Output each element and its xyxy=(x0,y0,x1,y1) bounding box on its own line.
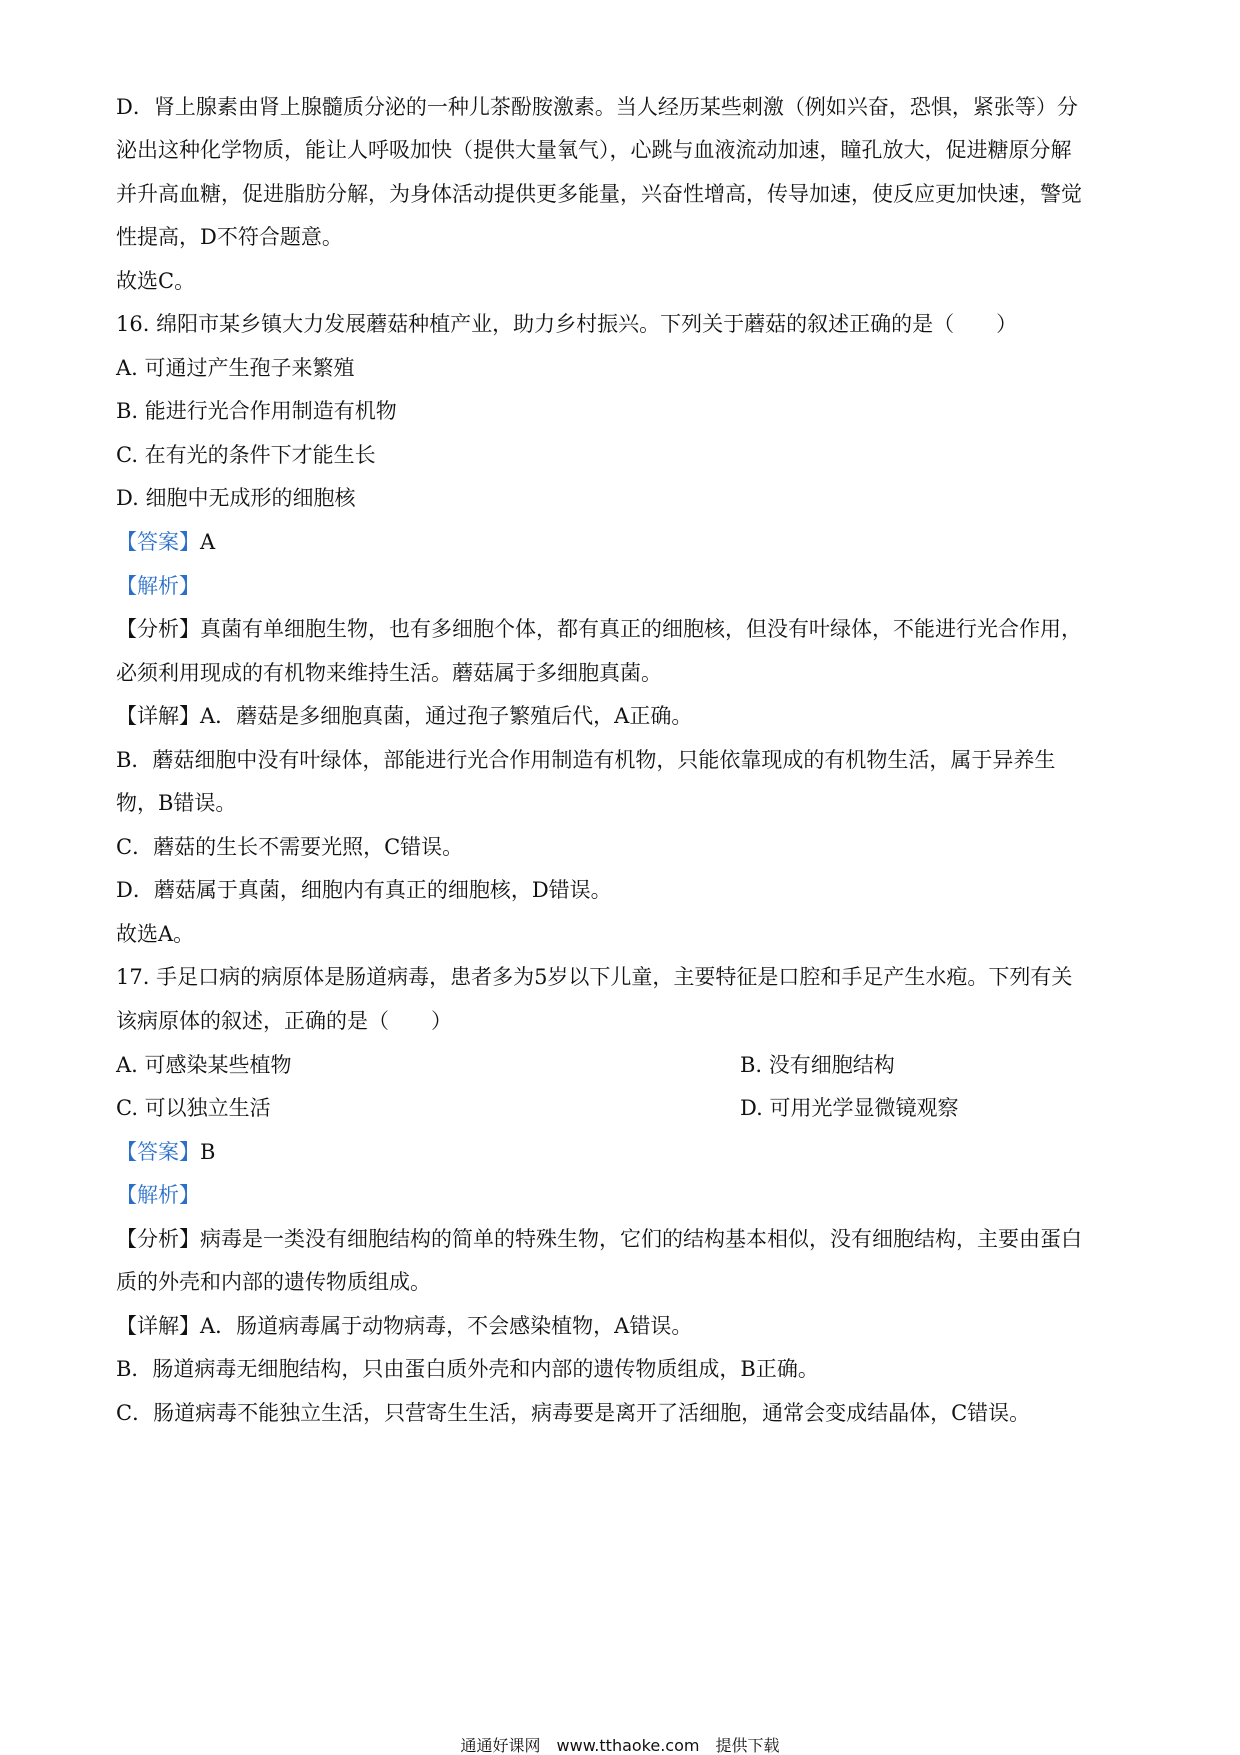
q16-answer xyxy=(116,527,1124,557)
q17-detail-line-1 xyxy=(116,1311,1124,1341)
xiangjie-tag: 【详解】 xyxy=(116,1314,200,1338)
page-footer: 通通好课网 www.tthaoke.com 提供下载 xyxy=(460,1736,780,1755)
fenxi-text: 真菌有单细胞生物，也有多细胞个体，都有真正的细胞核，但没有叶绿体，不能进行光合作用， xyxy=(200,617,1082,641)
q15-explanation-line-3: 并升高血糖，促进脂肪分解，为身体活动提供更多能量，兴奋性增高，传导加速，使反应更加快速，警觉 xyxy=(116,182,1082,206)
q17-detail-line-2: B．肠道病毒无细胞结构，只由蛋白质外壳和内部的遗传物质组成，B正确。 xyxy=(116,1357,819,1381)
fenxi-tag: 【分析】 xyxy=(116,617,200,641)
q17-option-d: D. 可用光学显微镜观察 xyxy=(740,1096,959,1120)
q17-detail-line-3: C．肠道病毒不能独立生活，只营寄生生活，病毒要是离开了活细胞，通常会变成结晶体，C错误。 xyxy=(116,1401,1031,1425)
q16-detail-line-1 xyxy=(116,701,1124,731)
q16-conclusion: 故选A。 xyxy=(116,922,195,946)
q16-option-c: C. 在有光的条件下才能生长 xyxy=(116,443,376,467)
analysis-tag: 【解析】 xyxy=(116,574,200,598)
answer-tag: 【答案】 xyxy=(116,530,200,554)
answer-value: A xyxy=(200,530,216,554)
q16-option-d: D. 细胞中无成形的细胞核 xyxy=(116,486,356,510)
q17-stem-line-2: 该病原体的叙述，正确的是（ ） xyxy=(116,1009,452,1033)
q16-detail-line-2: B．蘑菇细胞中没有叶绿体，部能进行光合作用制造有机物，只能依靠现成的有机物生活，属于异养生 xyxy=(116,748,1056,772)
fenxi-tag: 【分析】 xyxy=(116,1227,200,1251)
q16-option-b: B. 能进行光合作用制造有机物 xyxy=(116,399,397,423)
q17-analysis-heading xyxy=(116,1180,1124,1210)
q16-detail-line-4: C．蘑菇的生长不需要光照，C错误。 xyxy=(116,835,464,859)
q16-option-a: A. 可通过产生孢子来繁殖 xyxy=(116,356,355,380)
xiangjie-tag: 【详解】 xyxy=(116,704,200,728)
q17-fenxi-line-2: 质的外壳和内部的遗传物质组成。 xyxy=(116,1270,431,1294)
q16-stem: 16. 绵阳市某乡镇大力发展蘑菇种植产业，助力乡村振兴。下列关于蘑菇的叙述正确的是（ ） xyxy=(116,312,1018,336)
q17-options-row-2 xyxy=(116,1093,1124,1123)
answer-tag: 【答案】 xyxy=(116,1140,200,1164)
q16-detail-line-3: 物，B错误。 xyxy=(116,791,237,815)
q17-stem-line-1: 17. 手足口病的病原体是肠道病毒，患者多为5岁以下儿童，主要特征是口腔和手足产生水疱。下列有关 xyxy=(116,965,1073,989)
xiangjie-text: A．蘑菇是多细胞真菌，通过孢子繁殖后代，A正确。 xyxy=(200,704,693,728)
analysis-tag: 【解析】 xyxy=(116,1183,200,1207)
q15-explanation-line-1: D．肾上腺素由肾上腺髓质分泌的一种儿茶酚胺激素。当人经历某些刺激（例如兴奋，恐惧，紧张等）分 xyxy=(116,95,1078,119)
q17-option-b: B. 没有细胞结构 xyxy=(740,1053,895,1077)
xiangjie-text: A．肠道病毒属于动物病毒，不会感染植物，A错误。 xyxy=(200,1314,693,1338)
q16-analysis-heading xyxy=(116,571,1124,601)
answer-value: B xyxy=(200,1140,216,1164)
q17-option-c: C. 可以独立生活 xyxy=(116,1096,271,1120)
q16-fenxi-line-2: 必须利用现成的有机物来维持生活。蘑菇属于多细胞真菌。 xyxy=(116,661,662,685)
fenxi-text: 病毒是一类没有细胞结构的简单的特殊生物，它们的结构基本相似，没有细胞结构，主要由蛋白 xyxy=(200,1227,1082,1251)
q15-conclusion: 故选C。 xyxy=(116,269,196,293)
q16-fenxi-line-1 xyxy=(116,614,1124,644)
q17-options-row-1 xyxy=(116,1050,1124,1080)
q17-option-a: A. 可感染某些植物 xyxy=(116,1053,292,1077)
q15-explanation-line-2: 泌出这种化学物质，能让人呼吸加快（提供大量氧气），心跳与血液流动加速，瞳孔放大，促进糖原分解 xyxy=(116,138,1072,162)
q16-detail-line-5: D．蘑菇属于真菌，细胞内有真正的细胞核，D错误。 xyxy=(116,878,612,902)
q17-fenxi-line-1 xyxy=(116,1224,1124,1254)
q15-explanation-line-4: 性提高，D不符合题意。 xyxy=(116,225,343,249)
q17-answer xyxy=(116,1137,1124,1167)
